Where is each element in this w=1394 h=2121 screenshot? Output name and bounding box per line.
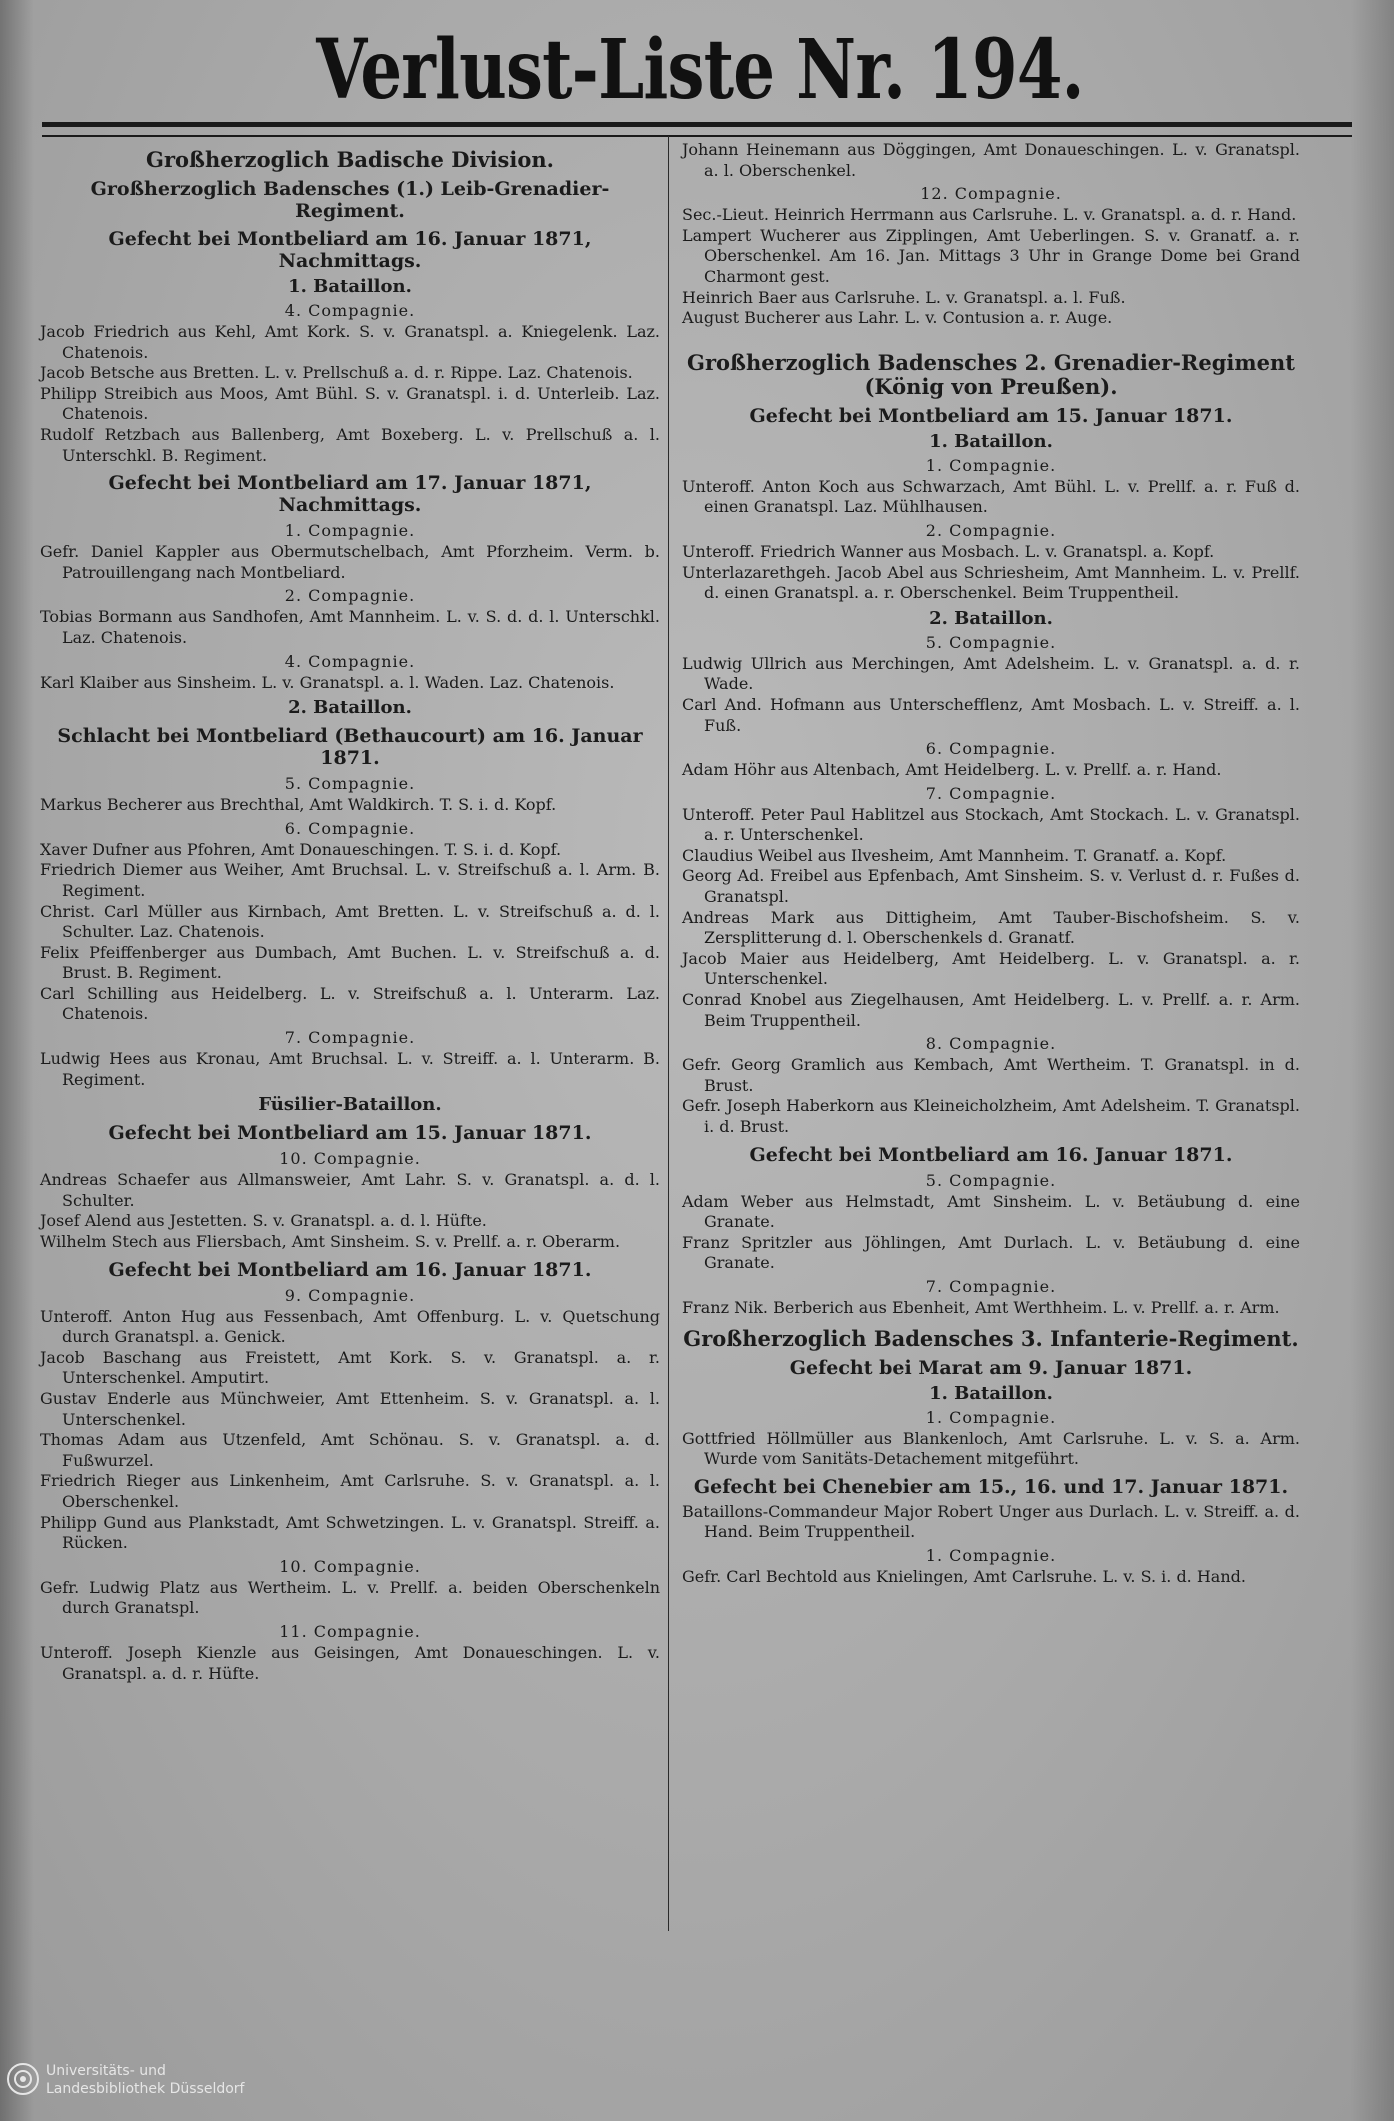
company-heading: 4. Compagnie. (284, 301, 416, 320)
casualty-entry: Bataillons-Commandeur Major Robert Unger aus Durlach. L. v. Streiff. a. d. Hand. Beim Truppentheil. (682, 1501, 1300, 1542)
casualty-entry: Markus Becherer aus Brechthal, Amt Waldkirch. T. S. i. d. Kopf. (40, 795, 557, 815)
page-title: Verlust-Liste Nr. 194. (316, 22, 1084, 118)
casualty-entry: Unteroff. Joseph Kienzle aus Geisingen, Amt Donaueschingen. L. v. Granatspl. a. d. r. Hüfte. (40, 1642, 660, 1683)
casualty-entry: Lampert Wucherer aus Zipplingen, Amt Ueberlingen. S. v. Granatf. a. r. Oberschenkel. Am 16. Jan. Mittags 3 Uhr in Grange Dome bei Grand Charmont gest. (682, 225, 1300, 286)
casualty-entry: Xaver Dufner aus Pfohren, Amt Donaueschingen. T. S. i. d. Kopf. (40, 839, 562, 859)
casualty-entry: Gefr. Daniel Kappler aus Obermutschelbach, Amt Pforzheim. Verm. b. Patrouillengang nach Montbeliard. (40, 542, 660, 582)
casualty-entry: Unteroff. Anton Hug aus Fessenbach, Amt Offenburg. L. v. Quetschung durch Granatspl. a. Genick. (40, 1306, 660, 1347)
company-heading: 10. Compagnie. (279, 1556, 421, 1576)
subsection-heading: Schlacht bei Montbeliard (Bethaucourt) am 16. Januar 1871. (57, 725, 643, 770)
casualty-entry: August Bucherer aus Lahr. L. v. Contusion a. r. Auge. (682, 308, 1113, 328)
battalion-heading: 2. Bataillon. (929, 607, 1053, 629)
casualty-entry: Jacob Betsche aus Bretten. L. v. Prellschuß a. d. r. Rippe. Laz. Chatenois. (40, 363, 633, 383)
casualty-entry: Johann Heinemann aus Döggingen, Amt Donaueschingen. L. v. Granatspl. a. l. Oberschenkel. (682, 140, 1300, 180)
subsection-heading: Gefecht bei Chenebier am 15., 16. und 17. Januar 1871. (693, 1475, 1289, 1498)
library-footer (6, 2060, 306, 2116)
casualty-entry: Franz Nik. Berberich aus Ebenheit, Amt Werthheim. L. v. Prellf. a. r. Arm. (682, 1297, 1280, 1317)
company-heading: 6. Compagnie. (925, 739, 1057, 759)
casualty-entry: Jacob Maier aus Heidelberg, Amt Heidelberg. L. v. Granatspl. a. r. Unterschenkel. (682, 948, 1300, 989)
company-heading: 5. Compagnie. (284, 774, 416, 794)
casualty-entry: Karl Klaiber aus Sinsheim. L. v. Granatspl. a. l. Waden. Laz. Chatenois. (40, 672, 615, 692)
casualty-entry: Gustav Enderle aus Münchweier, Amt Ettenheim. S. v. Granatspl. a. l. Unterschenkel. (40, 1389, 660, 1429)
casualty-entry: Christ. Carl Müller aus Kirnbach, Amt Bretten. L. v. Streifschuß a. d. l. Schulter. Laz. Chatenois. (40, 901, 660, 942)
company-heading: 5. Compagnie. (925, 1170, 1057, 1190)
subsection-heading: Gefecht bei Montbeliard am 17. Januar 1871, Nachmittags. (108, 472, 592, 517)
casualty-entry: Wilhelm Stech aus Fliersbach, Amt Sinsheim. S. v. Prellf. a. r. Oberarm. (40, 1232, 621, 1252)
casualty-entry: Andreas Mark aus Dittigheim, Amt Tauber-Bischofsheim. S. v. Zersplitterung d. l. Oberschenkels d. Granatf. (682, 907, 1300, 948)
company-heading: 7. Compagnie. (925, 1276, 1057, 1296)
company-heading: 1. Compagnie. (284, 521, 416, 541)
company-heading: 2. Compagnie. (284, 586, 416, 606)
company-heading: 1. Compagnie. (925, 1545, 1057, 1565)
footer-line-2: Landesbibliothek Düsseldorf (46, 2081, 245, 2097)
casualty-entry: Jacob Baschang aus Freistett, Amt Kork. S. v. Granatspl. a. r. Unterschenkel. Amputirt. (40, 1347, 660, 1388)
subsection-heading: Gefecht bei Montbeliard am 16. Januar 1871. (749, 1143, 1233, 1166)
company-heading: 8. Compagnie. (925, 1034, 1057, 1054)
casualty-entry: Felix Pfeiffenberger aus Dumbach, Amt Buchen. L. v. Streifschuß a. d. Brust. B. Regiment. (40, 942, 660, 983)
spacer (682, 329, 1300, 343)
casualty-entry: Friedrich Diemer aus Weiher, Amt Bruchsal. L. v. Streifschuß a. l. Arm. B. Regiment. (40, 860, 660, 900)
casualty-entry: Gefr. Joseph Haberkorn aus Kleineicholzheim, Amt Adelsheim. T. Granatspl. i. d. Brust. (682, 1096, 1300, 1136)
casualty-entry: Claudius Weibel aus Ilvesheim, Amt Mannheim. T. Granatf. a. Kopf. (682, 845, 1227, 865)
casualty-entry: Adam Höhr aus Altenbach, Amt Heidelberg. L. v. Prellf. a. r. Hand. (682, 760, 1222, 780)
casualty-entry: Gefr. Carl Bechtold aus Knielingen, Amt Carlsruhe. L. v. S. i. d. Hand. (682, 1566, 1246, 1586)
footer-line-1: Universitäts- und (46, 2063, 166, 2079)
title-rule (42, 122, 1352, 137)
casualty-entry: Unteroff. Peter Paul Hablitzel aus Stockach, Amt Stockach. L. v. Granatspl. a. r. Unterschenkel. (682, 804, 1300, 845)
casualty-entry: Carl And. Hofmann aus Unterschefflenz, Amt Mosbach. L. v. Streiff. a. l. Fuß. (682, 694, 1300, 735)
company-heading: 5. Compagnie. (925, 632, 1057, 652)
battalion-heading: 1. Bataillon. (288, 276, 412, 297)
right-column (682, 140, 1300, 2081)
company-heading: 7. Compagnie. (925, 783, 1057, 803)
company-heading: 7. Compagnie. (284, 1028, 416, 1048)
casualty-entry: Ludwig Ullrich aus Merchingen, Amt Adelsheim. L. v. Granatspl. a. d. r. Wade. (682, 653, 1300, 694)
casualty-entry: Tobias Bormann aus Sandhofen, Amt Mannheim. L. v. S. d. d. l. Unterschkl. Laz. Chatenois. (40, 607, 660, 647)
casualty-entry: Heinrich Baer aus Carlsruhe. L. v. Granatspl. a. l. Fuß. (682, 287, 1126, 307)
casualty-entry: Georg Ad. Freibel aus Epfenbach, Amt Sinsheim. S. v. Verlust d. r. Fußes d. Granatspl. (682, 866, 1300, 907)
battalion-heading: 1. Bataillon. (929, 430, 1053, 452)
battalion-heading: Füsilier-Bataillon. (258, 1094, 442, 1116)
section-heading: Großherzoglich Badische Division. (146, 147, 554, 172)
subsection-heading: Großherzoglich Badensches (1.) Leib-Grenadier-Regiment. (90, 178, 610, 222)
subsection-heading: Gefecht bei Montbeliard am 15. Januar 1871. (108, 1122, 592, 1145)
company-heading: 11. Compagnie. (279, 1621, 421, 1641)
column-divider (668, 136, 669, 1931)
company-heading: 4. Compagnie. (284, 651, 416, 671)
casualty-entry: Conrad Knobel aus Ziegelhausen, Amt Heidelberg. L. v. Prellf. a. r. Arm. Beim Truppentheil. (682, 990, 1300, 1030)
casualty-entry: Franz Spritzler aus Jöhlingen, Amt Durlach. L. v. Betäubung d. eine Granate. (682, 1232, 1300, 1273)
casualty-entry: Gefr. Georg Gramlich aus Kembach, Amt Wertheim. T. Granatspl. in d. Brust. (682, 1055, 1300, 1095)
masthead (40, 18, 1360, 123)
battalion-heading: 2. Bataillon. (288, 697, 412, 719)
subsection-heading: Gefecht bei Marat am 9. Januar 1871. (789, 1356, 1193, 1379)
company-heading: 6. Compagnie. (284, 818, 416, 838)
battalion-heading: 1. Bataillon. (929, 1382, 1053, 1404)
casualty-entry: Friedrich Rieger aus Linkenheim, Amt Carlsruhe. S. v. Granatspl. a. l. Oberschenkel. (40, 1471, 660, 1511)
subsection-heading: Gefecht bei Montbeliard am 16. Januar 1871. (108, 1258, 592, 1281)
casualty-entry: Unteroff. Anton Koch aus Schwarzach, Amt Bühl. L. v. Prellf. a. r. Fuß d. einen Granatspl. Laz. Mühlhausen. (682, 476, 1300, 517)
casualty-entry: Ludwig Hees aus Kronau, Amt Bruchsal. L. v. Streiff. a. l. Unterarm. B. Regiment. (40, 1049, 660, 1089)
casualty-entry: Unteroff. Friedrich Wanner aus Mosbach. L. v. Granatspl. a. Kopf. (682, 541, 1215, 561)
company-heading: 1. Compagnie. (925, 455, 1057, 475)
casualty-entry: Carl Schilling aus Heidelberg. L. v. Streifschuß a. l. Unterarm. Laz. Chatenois. (40, 983, 660, 1024)
company-heading: 2. Compagnie. (925, 520, 1057, 540)
subsection-heading: Gefecht bei Montbeliard am 16. Januar 1871, Nachmittags. (108, 228, 592, 272)
left-column (40, 140, 660, 2081)
casualty-entry: Gefr. Ludwig Platz aus Wertheim. L. v. Prellf. a. beiden Oberschenkeln durch Granatspl. (40, 1577, 660, 1618)
company-heading: 9. Compagnie. (284, 1285, 416, 1305)
casualty-entry: Philipp Streibich aus Moos, Amt Bühl. S. v. Granatspl. i. d. Unterleib. Laz. Chatenois. (40, 383, 660, 424)
company-heading: 1. Compagnie. (925, 1407, 1057, 1427)
company-heading: 12. Compagnie. (920, 184, 1062, 204)
library-logo-icon (6, 2062, 40, 2096)
section-heading: Großherzoglich Badensches 3. Infanterie-Regiment. (683, 1325, 1299, 1351)
casualty-entry: Adam Weber aus Helmstadt, Amt Sinsheim. L. v. Betäubung d. eine Granate. (682, 1191, 1300, 1232)
casualty-entry: Unterlazarethgeh. Jacob Abel aus Schriesheim, Amt Mannheim. L. v. Prellf. d. einen Granatspl. a. r. Oberschenkel. Beim Truppentheil. (682, 562, 1300, 603)
company-heading: 10. Compagnie. (279, 1149, 421, 1169)
casualty-entry: Rudolf Retzbach aus Ballenberg, Amt Boxeberg. L. v. Prellschuß a. l. Unterschkl. B. Regiment. (40, 424, 660, 465)
casualty-entry: Andreas Schaefer aus Allmansweier, Amt Lahr. S. v. Granatspl. a. d. l. Schulter. (40, 1170, 660, 1210)
casualty-entry: Jacob Friedrich aus Kehl, Amt Kork. S. v. Granatspl. a. Kniegelenk. Laz. Chatenois. (40, 322, 660, 362)
casualty-entry: Thomas Adam aus Utzenfeld, Amt Schönau. S. v. Granatspl. a. d. Fußwurzel. (40, 1430, 660, 1470)
casualty-entry: Josef Alend aus Jestetten. S. v. Granatspl. a. d. l. Hüfte. (40, 1211, 487, 1231)
section-heading: Großherzoglich Badensches 2. Grenadier-Regiment (König von Preußen). (687, 349, 1295, 399)
casualty-entry: Philipp Gund aus Plankstadt, Amt Schwetzingen. L. v. Granatspl. Streiff. a. Rücken. (40, 1512, 660, 1553)
casualty-entry: Gottfried Höllmüller aus Blankenloch, Amt Carlsruhe. L. v. S. a. Arm. Wurde vom Sanitäts-Detachement mitgeführt. (682, 1428, 1300, 1469)
casualty-entry: Sec.-Lieut. Heinrich Herrmann aus Carlsruhe. L. v. Granatspl. a. d. r. Hand. (682, 205, 1297, 225)
subsection-heading: Gefecht bei Montbeliard am 15. Januar 1871. (749, 404, 1233, 427)
